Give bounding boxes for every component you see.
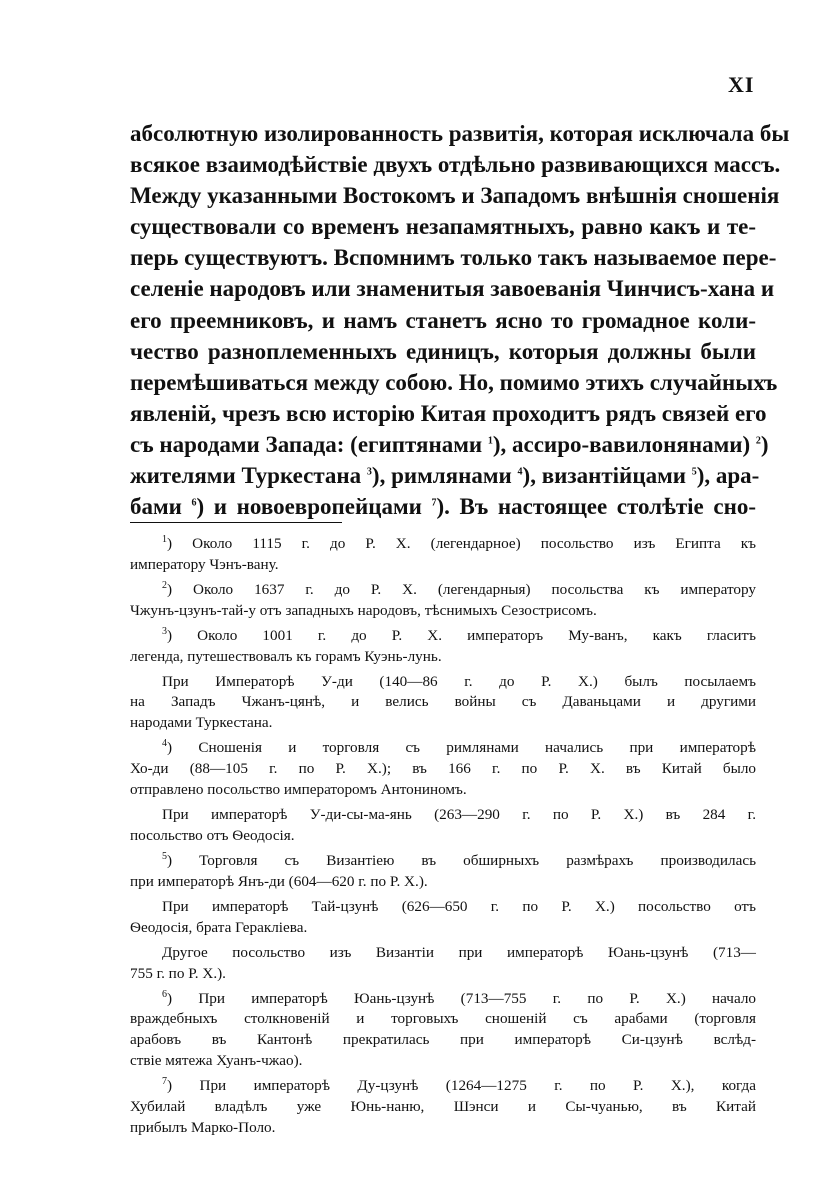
- text-run: 755 г. по Р. X.).: [130, 964, 226, 982]
- footnote-line: [130, 851, 756, 872]
- text-run: Ѳеодосія, брата Гераклiева.: [130, 918, 308, 936]
- footnote-line: [98, 918, 756, 939]
- footnote-marker: 2: [755, 435, 761, 447]
- footnote: [130, 897, 756, 939]
- footnote: [130, 989, 756, 1072]
- text-run: ) и новоевропейцами: [196, 494, 432, 520]
- text-run: бами: [130, 494, 192, 520]
- text-run: При Императорѣ У-ди (140—86 г. до Р. X.) былъ посылаемъ: [162, 672, 756, 690]
- text-run: ), римлянами: [371, 463, 518, 489]
- text-run: ), ара-: [696, 463, 760, 489]
- text-run: При императорѣ У-ди-сы-ма-янь (263—290 г. по Р. X.) въ 284 г.: [162, 806, 756, 824]
- text-line: перь существуютъ. Вспомнимъ только такъ называемое пере-: [130, 245, 777, 271]
- footnote-line: [98, 759, 756, 780]
- footnote-line: [130, 989, 756, 1010]
- footnote-marker: 7: [162, 1076, 167, 1088]
- text-run: съ народами Запада: (египтянами: [130, 431, 488, 457]
- text-line: его преемниковъ, и намъ станетъ ясно то громадное коли-: [130, 307, 756, 333]
- text-run: Хо-ди (88—105 г. по Р. X.); въ 166 г. по Р. X. въ Китай было: [130, 760, 756, 778]
- footnote-line: [130, 943, 756, 964]
- footnote-line: [98, 826, 756, 847]
- text-run: ), ассиро-вавилонянами): [492, 431, 756, 457]
- footnote: [130, 851, 756, 893]
- footnote-line: [130, 738, 756, 759]
- text-run: посольство отъ Ѳеодосія.: [130, 826, 295, 844]
- footnote-marker: 3: [366, 466, 372, 478]
- footnote-marker: 1: [487, 435, 493, 447]
- text-run: Хубилай владѣлъ уже Юнь-наню, Шэнси и Сы-чуанью, въ Китай: [130, 1097, 756, 1115]
- footnote-line: [130, 805, 756, 826]
- footnote: [130, 580, 756, 622]
- footnote-marker: 3: [162, 625, 167, 637]
- footnote-marker: 4: [517, 466, 523, 478]
- footnote-line: [98, 1030, 756, 1051]
- text-run: ) Около 1001 г. до Р. X. императоръ Му-ванъ, какъ гласитъ: [167, 626, 756, 644]
- text-run: Другое посольство изъ Византіи при императорѣ Юань-цзунѣ (713—: [162, 943, 756, 961]
- footnote-line: [98, 647, 756, 668]
- footnote-line: [130, 1076, 756, 1097]
- text-run: отправлено посольство императоромъ Антониномъ.: [130, 780, 467, 798]
- text-run: ствіе мятежа Хуанъ-чжао).: [130, 1052, 303, 1069]
- text-line: перемѣшиваться между собою. Но, помимо этихъ случайныхъ: [130, 369, 778, 395]
- footnote: [130, 534, 756, 576]
- footnote-marker: 6: [191, 497, 197, 509]
- text-run: народами Туркестана.: [130, 714, 273, 732]
- footnote-line: [98, 601, 756, 622]
- text-run: Чжунъ-цзунъ-тай-у отъ западныхъ народовъ, тѣснимыхъ Сезострисомъ.: [130, 601, 597, 619]
- main-text: [130, 118, 790, 522]
- footnote: [130, 805, 756, 847]
- text-run: ). Въ настоящее столѣтіе сно-: [436, 494, 756, 520]
- footnote: [130, 672, 756, 734]
- footnote: [130, 738, 756, 800]
- text-run: При императорѣ Тай-цзунѣ (626—650 г. по Р. X.) посольство отъ: [162, 897, 756, 915]
- footnote-line: [130, 626, 756, 647]
- footnote-marker: 5: [162, 850, 167, 862]
- footnote-line: [98, 1009, 756, 1030]
- text-line: Между указанными Востокомъ и Западомъ внѣшнія сношенія: [130, 183, 780, 209]
- text-run: легенда, путешествовалъ къ горамъ Куэнь-лунь.: [130, 647, 442, 665]
- footnote-line: [98, 872, 756, 893]
- text-run: на Западъ Чжанъ-цянѣ, и велись войны съ Даваньцами и другими: [130, 693, 756, 711]
- text-line: существовали со временъ незапамятныхъ, равно какъ и те-: [130, 214, 756, 240]
- footnote-line: [98, 692, 756, 713]
- text-run: при императорѣ Янъ-ди (604—620 г. по Р. X.).: [130, 872, 428, 890]
- footnote-line: [98, 713, 756, 734]
- text-run: враждебныхъ столкновеній и торговыхъ сношеній съ арабами (торговля: [130, 1010, 756, 1028]
- text-run: ) Торговля съ Византіею въ обширныхъ размѣрахъ производилась: [167, 851, 756, 869]
- footnote-line: [98, 1097, 756, 1118]
- footnote-line: [98, 1118, 756, 1139]
- footnote-marker: 4: [162, 738, 167, 750]
- footnote-line: [98, 780, 756, 801]
- text-run: ) Около 1637 г. до Р. X. (легендарныя) посольства къ императору: [167, 580, 756, 598]
- text-run: ): [760, 431, 769, 457]
- text-run: жителями Туркестана: [130, 463, 367, 489]
- footnote-line: [130, 672, 756, 693]
- text-run: ) Около 1115 г. до Р. X. (легендарное) посольство изъ Египта къ: [167, 535, 756, 552]
- text-line: абсолютную изолированность развитія, которая исключала бы: [130, 121, 790, 146]
- footnote-line: [98, 964, 756, 985]
- footnote-line: [98, 1051, 756, 1072]
- text-run: арабовъ въ Кантонѣ прекратилась при императорѣ Си-цзунѣ вслѣд-: [130, 1031, 756, 1049]
- footnote-divider: [130, 522, 342, 523]
- text-line: явленій, чрезъ всю исторію Китая проходитъ рядъ связей его: [130, 400, 767, 426]
- footnotes: [130, 534, 756, 1143]
- footnote-line: [130, 534, 756, 555]
- footnote: [130, 1076, 756, 1138]
- page-number: XI: [728, 72, 755, 97]
- text-run: императору Чэнъ-вану.: [130, 555, 279, 573]
- text-run: ), византійцами: [522, 463, 692, 489]
- text-run: ) Сношенія и торговля съ римлянами начались при императорѣ: [167, 739, 756, 757]
- footnote-marker: 6: [162, 988, 167, 1000]
- text-line: чество разноплеменныхъ единицъ, которыя должны были: [130, 338, 756, 364]
- footnote-marker: 2: [162, 579, 167, 591]
- text-line: всякое взаимодѣйствіе двухъ отдѣльно развивающихся массъ.: [130, 152, 781, 178]
- footnote: [130, 943, 756, 985]
- text-run: ) При императорѣ Юань-цзунѣ (713—755 г. по Р. X.) начало: [167, 989, 756, 1007]
- text-line: [130, 491, 756, 522]
- text-line: селеніе народовъ или знаменитыя завоеванія Чинчисъ-хана и: [130, 276, 775, 302]
- footnote: [130, 626, 756, 668]
- footnote-marker: 7: [431, 497, 437, 509]
- text-run: прибылъ Марко-Поло.: [130, 1118, 276, 1136]
- footnote-marker: 5: [691, 466, 697, 478]
- text-run: ) При императорѣ Ду-цзунѣ (1264—1275 г. по Р. X.), когда: [167, 1077, 756, 1095]
- footnote-marker: 1: [162, 533, 167, 545]
- text-line: [130, 429, 769, 460]
- footnote-line: [130, 897, 756, 918]
- text-line: [130, 460, 760, 491]
- footnote-line: [130, 580, 756, 601]
- footnote-line: [98, 555, 756, 576]
